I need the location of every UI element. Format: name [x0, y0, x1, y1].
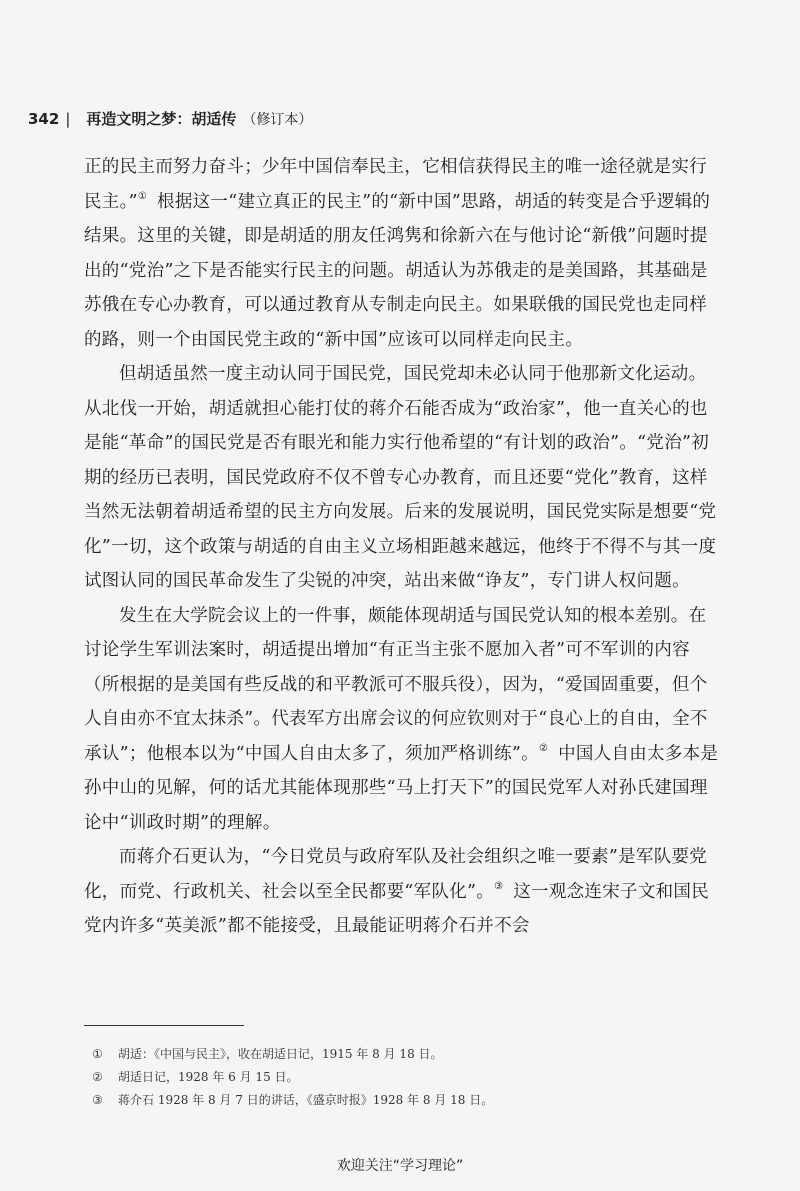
footnote-mark: ① [92, 1047, 103, 1061]
page-footer: 欢迎关注“学习理论” [336, 1158, 464, 1174]
paragraph-2: 但胡适虽然一度主动认同于国民党，国民党却未必认同于他那新文化运动。从北伐一开始，胡适就担心能打仗的蒋介石能否成为“政治家”，他一直关心的也是能“革命”的国民党是否有眼光和能力实行他希望的“有计划的政治”。“党治”初期的经历已表明，国民党政府不仅不曾专心办教育，而且还要“党化”教育，这样当然无法朝着胡适希望的民主方向发展。后来的发展说明，国民党实际是想要“党化”一切，这个政策与胡适的自由主义立场相距越来越远，他终于不得不与其一度试图认同的国民革命发生了尖锐的冲突，站出来做“诤友”，专门讲人权问题。 [84, 364, 717, 591]
page-number: 342 [28, 109, 60, 128]
running-header [28, 108, 312, 129]
body-text [84, 150, 724, 944]
footnote-text: 胡适：《中国与民主》，收在胡适日记，1915 年 8 月 18 日。 [118, 1047, 443, 1061]
paragraph-3: 发生在大学院会议上的一件事，颇能体现胡适与国民党认知的根本差别。在讨论学生军训法案时，胡适提出增加“有正当主张不愿加入者”可不军训的内容（所根据的是美国有些反战的和平教派可不服兵役），因为，“爱国固重要，但个人自由亦不宜太抹杀”。代表军方出席会议的何应钦则对于“良心上的自由，全不承认”；他根本以为“中国人自由太多了，须加严格训练”。② 中国人自由太多本是孙中山的见解，何的话尤其能体现那些“马上打天下”的国民党军人对孙氏建国理论中“训政时期”的理解。 [84, 605, 719, 833]
header-separator: | [65, 109, 71, 128]
footnote-text: 胡适日记，1928 年 6 月 15 日。 [118, 1070, 299, 1084]
footnote-mark: ② [92, 1070, 103, 1084]
footnote-ref-1: ① [137, 190, 148, 202]
paragraph-1: 正的民主而努力奋斗；少年中国信奉民主，它相信获得民主的唯一途径就是实行民主。”① 根据这一“建立真正的民主”的“新中国”思路，胡适的转变是合乎逻辑的结果。这里的关键，即是胡适的朋友任鸿隽和徐新六在与他讨论“新俄”问题时提出的“党治”之下是否能实行民主的问题。胡适认为苏俄走的是美国路，其基础是苏俄在专心办教育，可以通过教育从专制走向民主。如果联俄的国民党也走同样的路，则一个由国民党主政的“新中国”应该可以同样走向民主。 [84, 157, 711, 350]
footnote-ref-2: ② [538, 742, 549, 754]
footnote [92, 1066, 732, 1089]
footnote [92, 1089, 732, 1112]
paragraph-4: 而蒋介石更认为，“今日党员与政府军队及社会组织之唯一要素”是军队要党化，而党、行政机关、社会以至全民都要“军队化”。③ 这一观念连宋子文和国民党内许多“英美派”都不能接受，且最能证明蒋介石并不会 [84, 847, 710, 936]
footnote-mark: ③ [92, 1093, 103, 1107]
footnote [92, 1043, 732, 1066]
book-title: 再造文明之梦：胡适传 [86, 110, 237, 128]
footnotes [92, 1043, 732, 1112]
footnote-ref-3: ③ [494, 880, 504, 892]
footnote-text: 蒋介石 1928 年 8 月 7 日的讲话，《盛京时报》1928 年 8 月 18 日。 [118, 1093, 494, 1107]
footnote-divider [84, 1025, 244, 1026]
book-subtitle: （修订本） [242, 111, 313, 128]
